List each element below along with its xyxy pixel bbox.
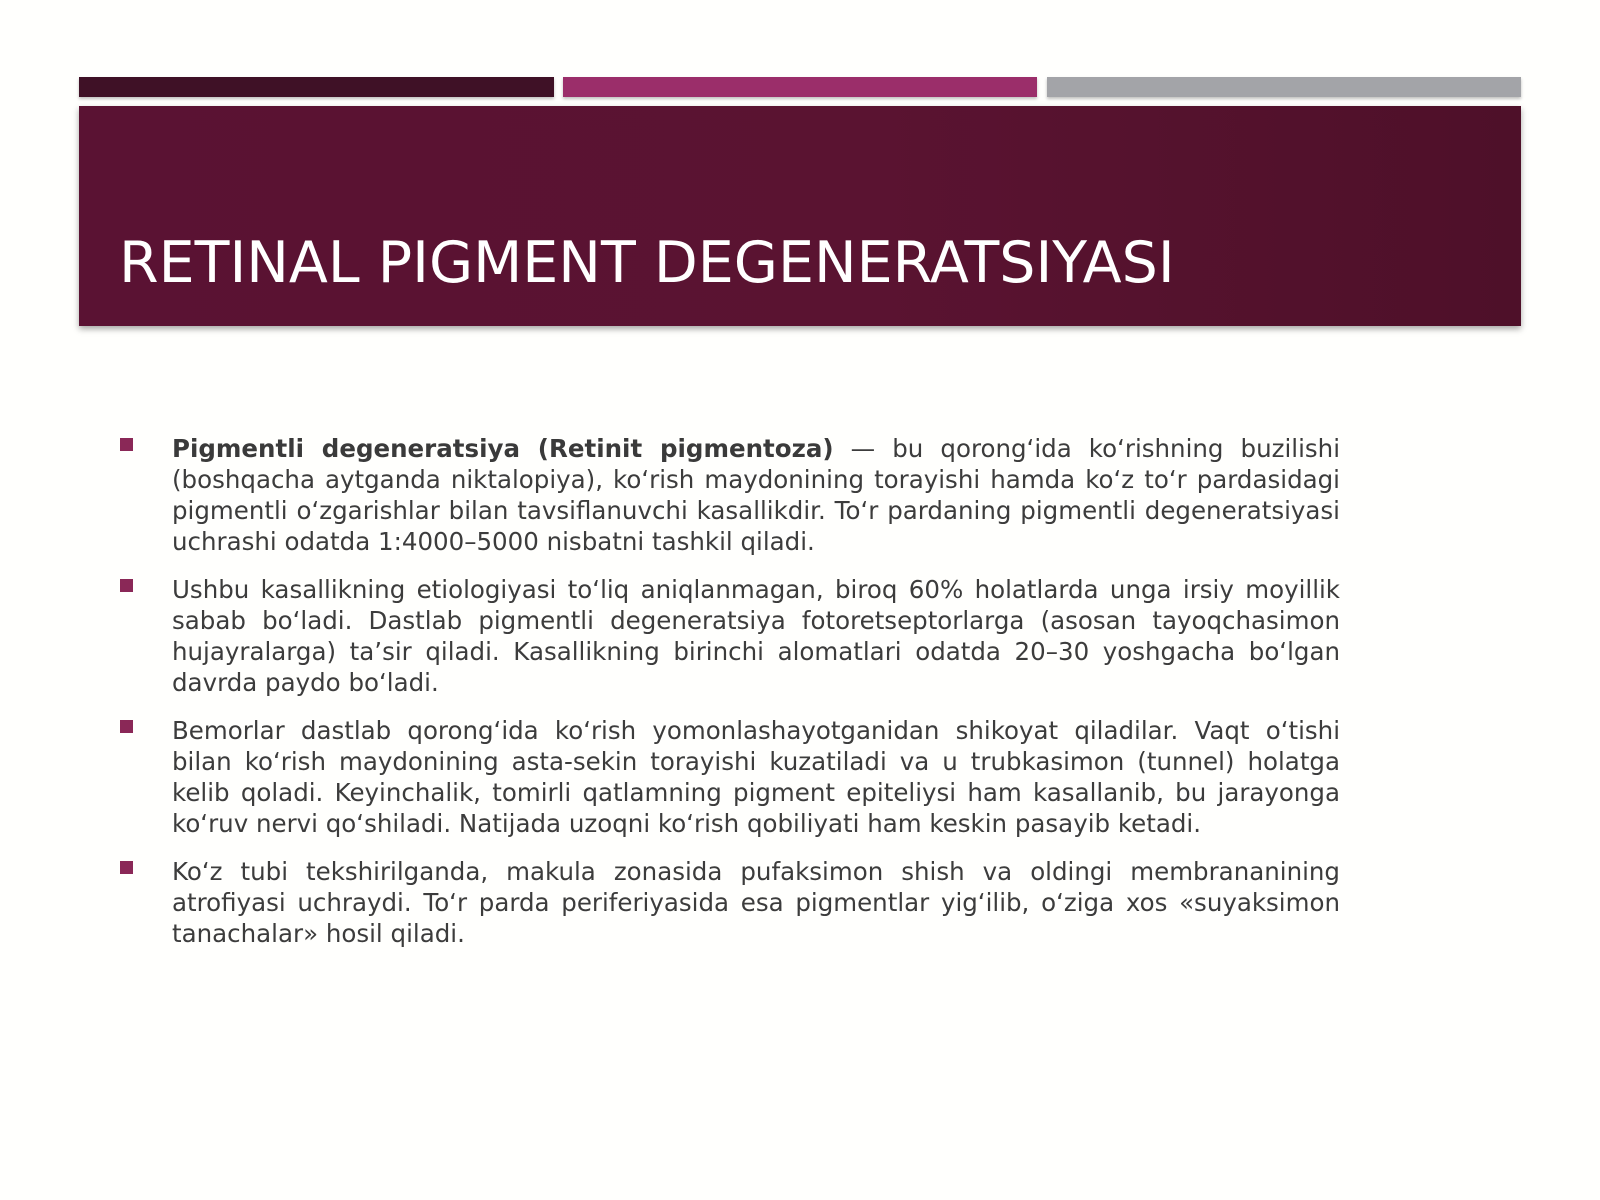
accent-bar-magenta xyxy=(563,77,1037,97)
title-band xyxy=(79,106,1521,326)
bullet-item-4 xyxy=(120,856,1340,949)
bullet-list xyxy=(120,433,1340,966)
bullet-item-3 xyxy=(120,715,1340,839)
bullet-body-text: Ko‘z tubi tekshirilganda, makula zonasida pufaksimon shish va oldingi membrananining atrofiyasi uchraydi. To‘r parda periferiyasida esa pigmentlar yig‘ilib, o‘ziga xos «suyaksimon tanachalar» hosil qiladi. xyxy=(172,857,1340,948)
bullet-body-text: Ushbu kasallikning etiologiyasi to‘liq aniqlanmagan, biroq 60% holatlarda unga irsiy moyillik sabab bo‘ladi. Dastlab pigmentli degeneratsiya fotoretseptorlarga (asosan tayoqchasimon hujayralarga) ta’sir qiladi. Kasallikning birinchi alomatlari odatda 20–30 yoshgacha bo‘lgan davrda paydo bo‘ladi. xyxy=(172,575,1340,697)
slide-title: RETINAL PIGMENT DEGENERATSIYASI xyxy=(119,230,1175,296)
bullet-body-text: Bemorlar dastlab qorong‘ida ko‘rish yomonlashayotganidan shikoyat qiladilar. Vaqt o‘tishi bilan ko‘rish maydonining asta-sekin torayishi kuzatiladi va u trubkasimon (tunnel) holatga kelib qoladi. Keyinchalik, tomirli qatlamning pigment epiteliysi ham kasallanib, bu jarayonga ko‘ruv nervi qo‘shiladi. Natijada uzoqni ko‘rish qobiliyati ham keskin pasayib ketadi. xyxy=(172,716,1340,838)
square-bullet-icon xyxy=(120,861,133,874)
bullet-item-1 xyxy=(120,433,1340,557)
bullet-lead-text: Pigmentli degeneratsiya (Retinit pigmentoza) xyxy=(172,434,834,463)
accent-bar-gray xyxy=(1047,77,1521,97)
square-bullet-icon xyxy=(120,579,133,592)
square-bullet-icon xyxy=(120,720,133,733)
bullet-body-text: — bu qorong‘ida ko‘rishning buzilishi (boshqacha aytganda niktalopiya), ko‘rish maydonining torayishi hamda ko‘z to‘r pardasidagi pigmentli o‘zgarishlar bilan tavsiflanuvchi kasallikdir. To‘r pardaning pigmentli degeneratsiyasi uchrashi odatda 1:4000–5000 nisbatni tashkil qiladi. xyxy=(172,434,1341,556)
bullet-item-2 xyxy=(120,574,1340,698)
accent-bar-dark xyxy=(79,77,554,97)
square-bullet-icon xyxy=(120,438,133,451)
